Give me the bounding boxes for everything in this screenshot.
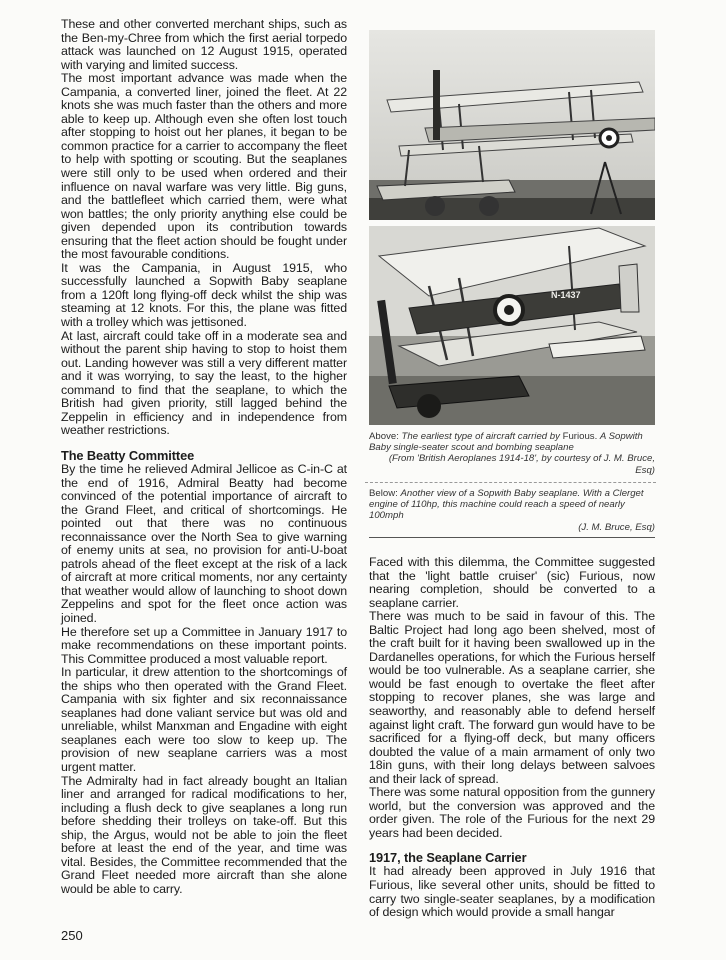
caption-label: Below: — [369, 488, 398, 499]
paragraph: There was some natural opposition from the gunnery world, but the conversion was approved and the order given. The role of the Furious for the next 29 years had been decided. — [369, 785, 655, 840]
seaplane-photo-top — [369, 30, 655, 220]
section-heading: The Beatty Committee — [61, 447, 195, 463]
page-number: 250 — [61, 928, 83, 943]
paragraph: By the time he relieved Admiral Jellicoe as C-in-C at the end of 1916, Admiral Beatty had become convinced of the potential importance of aircraft to the Grand Fleet, and critical of shortcomings. He pointed out that there was no continuous reconnaissance over the North Sea to give warning of enemy units at sea, no provision for anti-U-boat patrols ahead of the fleet except at the risk of a lack of aircraft at more critical moments, nor any certainty that weather would allow of launching to shoot down Zeppelins and spot for the fleet once action was joined. — [61, 461, 347, 625]
paragraph: The most important advance was made when the Campania, a converted liner, joined the fleet. At 22 knots she was much faster than the others and more able to keep up. Although even she often lost touch after stopping to hoist out her planes, it began to be common practice for a carrier to accompany the fleet to help with spotting or scouting. But the seaplanes were still only to be used when ordered and their influence on naval warfare was very little. Big guns, and the battlefleet which carried them, were what won battles; the only priority anything else could be given depended upon its contribution towards ensuring that the fleet action should be fought under the most favourable conditions. — [61, 71, 347, 262]
caption-bottom — [369, 488, 655, 533]
paragraph: The Admiralty had in fact already bought an Italian liner and arranged for radical modifications to her, including a flush deck to give seaplanes a long run before shedding their trolleys on take-off. But this ship, the Argus, would not be able to join the fleet before at least the end of the year, and time was vital. Besides, the Committee recommended that the Grand Fleet needed more aircraft than she alone would be able to carry. — [61, 773, 347, 896]
caption-text: A Sopwith Baby single-seater scout and bombing seaplane — [369, 431, 643, 454]
paragraph: These and other converted merchant ships, such as the Ben-my-Chree from which the first aerial torpedo attack was launched on 12 August 1915, operated with varying and limited success. — [61, 17, 347, 72]
aircraft-serial: N-1437 — [551, 290, 581, 300]
caption-credit: (From 'British Aeroplanes 1914-18', by courtesy of J. M. Bruce, Esq) — [388, 453, 655, 476]
paragraph: It was the Campania, in August 1915, who successfully launched a Sopwith Baby seaplane from a 120ft long flying-off deck whilst the ship was steaming at 12 knots. For this, the plane was fitted with a trolley which was jettisoned. — [61, 260, 347, 330]
paragraph: He therefore set up a Committee in January 1917 to make recommendations on these important points. This Committee produced a most valuable report. — [61, 624, 347, 666]
caption-rule — [369, 537, 655, 538]
right-column — [369, 556, 655, 920]
section-heading: 1917, the Seaplane Carrier — [369, 850, 527, 866]
paragraph: Faced with this dilemma, the Committee suggested that the 'light battle cruiser' (sic) Furious, now nearing completion, should be converted to a seaplane carrier. — [369, 555, 655, 610]
seaplane-photo-bottom — [369, 226, 655, 425]
caption-text: Another view of a Sopwith Baby seaplane. With a Clerget engine of 110hp, this machine could reach a speed of nearly 100mph — [369, 488, 644, 522]
caption-credit: (J. M. Bruce, Esq) — [578, 521, 655, 533]
paragraph: There was much to be said in favour of this. The Baltic Project had long ago been shelved, most of the craft built for it having been swallowed up in the Dardanelles operations, for which the Furious herself would be too vulnerable. As a seaplane carrier, she would be fast enough to overtake the fleet after stopping to recover planes, she was large and seaworthy, and reasonably able to defend herself against light craft. The forward gun would have to be sacrificed for a flying-off deck, but many officers doubted the value of a main armament of only two 18in guns, with their long delays between salvoes and their lack of spread. — [369, 609, 655, 786]
paragraph: It had already been approved in July 1916 that Furious, like several other units, should be fitted to carry two single-seater seaplanes, by a modification of design which would provide a small hangar — [369, 864, 655, 920]
left-column — [61, 18, 347, 896]
paragraph: In particular, it drew attention to the shortcomings of the ships who then operated with the Grand Fleet. Campania with six fighter and six reconnaissance seaplanes had done valiant service but was old and unreliable, whilst Manxman and Engadine with eight seaplanes each were too slow to keep up. The provision of new seaplane carriers was a most urgent matter. — [61, 665, 347, 774]
seaplane-illustration — [369, 226, 655, 425]
paragraph: At last, aircraft could take off in a moderate sea and without the parent ship having to stop to hoist them out. Landing however was still a very different matter and it was worrying, to say the least, to the higher command to find that the seaplane, to which the British had given priority, still lagged behind the Zeppelin in efficiency and in independence from weather restrictions. — [61, 328, 347, 438]
seaplane-illustration — [369, 30, 655, 220]
caption-label: Above: — [369, 431, 399, 442]
caption-ship-name: Furious. — [562, 431, 598, 442]
caption-divider — [365, 482, 656, 483]
caption-text: The earliest type of aircraft carried by — [401, 431, 560, 442]
caption-top — [369, 431, 655, 476]
